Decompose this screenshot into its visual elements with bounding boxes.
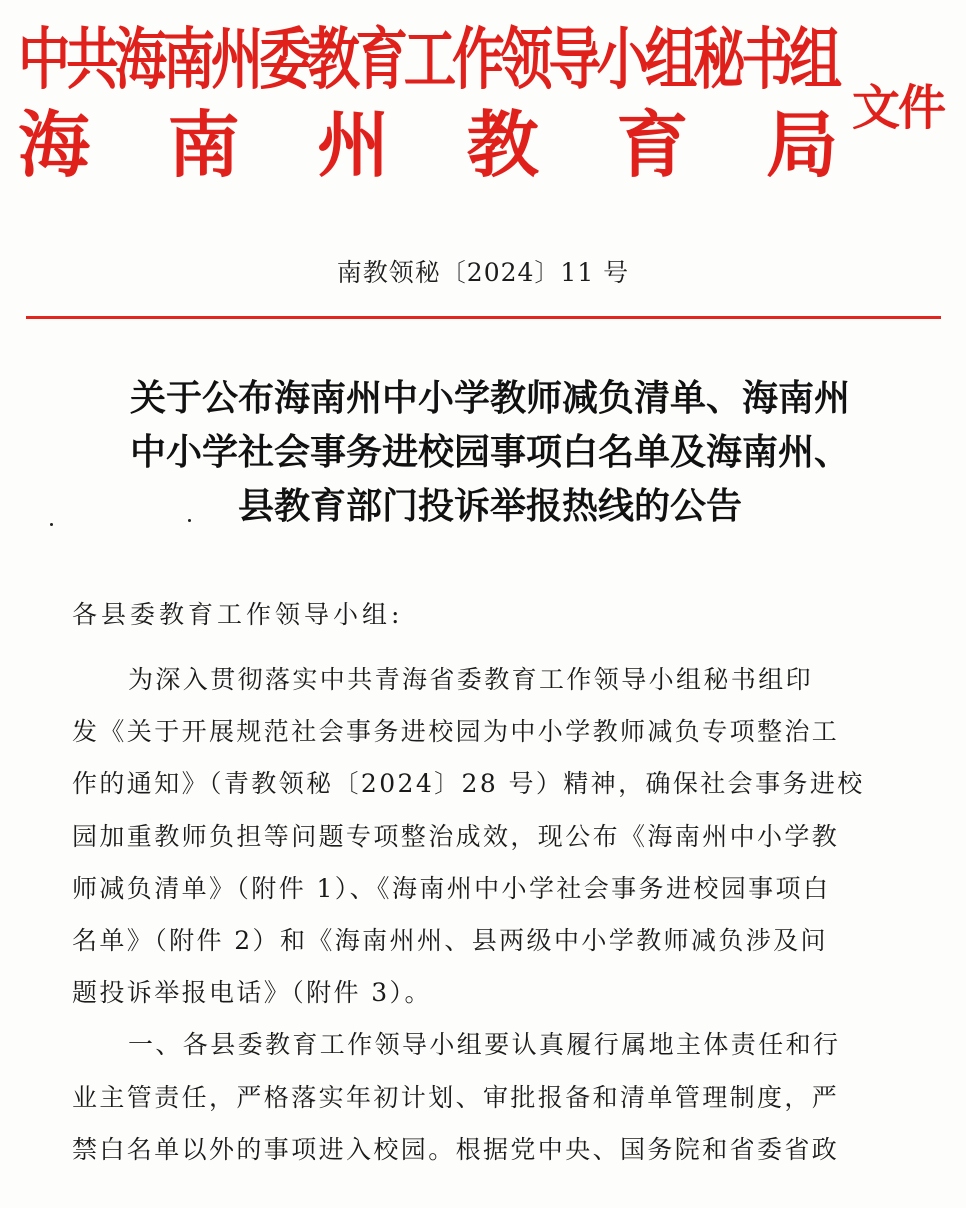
- issuer-char: 南: [167, 102, 240, 187]
- title-line: 中小学社会事务进校园事项白名单及海南州、: [129, 432, 850, 473]
- document-title: [60, 372, 920, 534]
- body-line: 禁白名单以外的事项进入校园。根据党中央、国务院和省委省政: [72, 1134, 840, 1164]
- body-line: 园加重教师负担等问题专项整治成效，现公布《海南州中小学教: [72, 821, 840, 851]
- body-paragraphs: [72, 654, 896, 1176]
- issuer-name-line2: [18, 102, 838, 188]
- body-line: 作的通知》（青教领秘〔2024〕28 号）精神，确保社会事务进校: [72, 769, 865, 799]
- document-label: 文件: [852, 80, 945, 136]
- title-line: 县教育部门投诉举报热线的公告: [237, 486, 742, 527]
- issuer-char: 局: [765, 102, 838, 187]
- issuer-char: 海: [18, 102, 91, 187]
- issuer-char: 教: [466, 102, 539, 187]
- body-line: 为深入贯彻落实中共青海省委教育工作领导小组秘书组印: [128, 665, 814, 694]
- body-line: 一、各县委教育工作领导小组要认真履行属地主体责任和行: [128, 1030, 841, 1060]
- body-line: 发《关于开展规范社会事务进校园为中小学教师减负专项整治工: [72, 717, 840, 747]
- red-divider-line: [26, 316, 941, 319]
- scan-speck: [188, 519, 191, 522]
- body-line: 师减负清单》（附件 1）、《海南州中小学社会事务进校园事项白: [72, 873, 831, 903]
- issuer-char: 育: [616, 102, 689, 187]
- document-number: 南教领秘〔2024〕11 号: [336, 258, 630, 287]
- scan-speck: [50, 523, 53, 526]
- title-line: 关于公布海南州中小学教师减负清单、海南州: [129, 378, 850, 419]
- issuer-char: 州: [317, 102, 390, 187]
- body-line: 题投诉举报电话》（附件 3）。: [72, 978, 432, 1008]
- salutation: 各县委教育工作领导小组:: [72, 600, 404, 629]
- body-line: 名单》（附件 2）和《海南州州、县两级中小学教师减负涉及问: [72, 925, 828, 955]
- issuer-name-line1: 中共海南州委教育工作领导小组秘书组: [18, 20, 838, 99]
- body-line: 业主管责任，严格落实年初计划、审批报备和清单管理制度，严: [72, 1082, 840, 1112]
